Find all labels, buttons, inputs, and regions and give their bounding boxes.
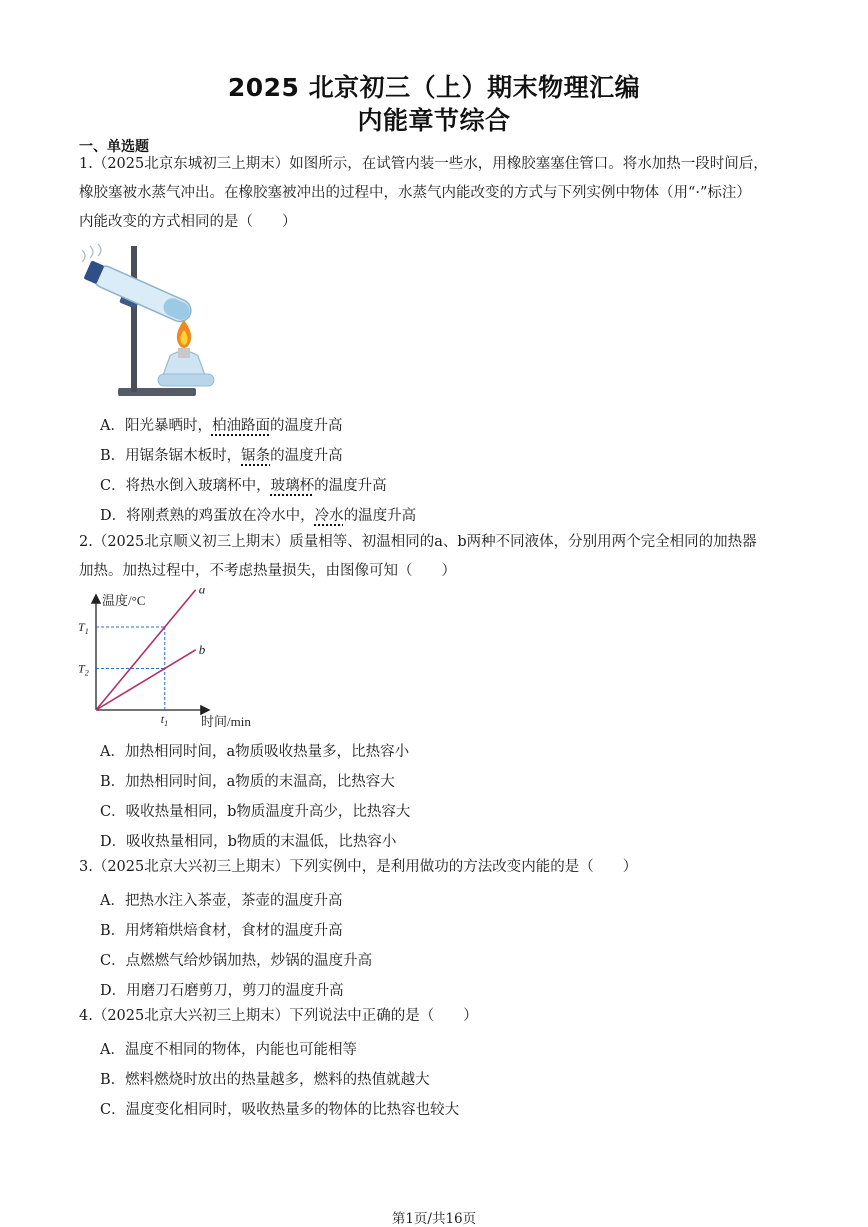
temperature-time-chart: [74, 588, 274, 732]
y-tick-label-T1: $T_1$: [78, 620, 89, 637]
question-2-option-a[interactable]: A．加热相同时间，a物质吸收热量多，比热容小: [100, 744, 410, 760]
question-1-option-c[interactable]: [100, 474, 387, 495]
question-2-option-b[interactable]: B．加热相同时间，a物质的末温高，比热容大: [100, 774, 395, 790]
question-1-option-a[interactable]: [100, 414, 342, 435]
option-d-suffix: 的温度升高: [343, 508, 417, 524]
x-tick-label-t1: $t_1$: [160, 712, 169, 728]
test-tube-heating-figure: [74, 240, 224, 408]
document-title: 2025 北京初三（上）期末物理汇编: [227, 73, 641, 102]
question-3-option-b[interactable]: B．用烤箱烘焙食材，食材的温度升高: [100, 923, 343, 939]
option-b-marked-object: 锯条: [241, 448, 271, 464]
option-c-prefix: C．将热水倒入玻璃杯中，: [100, 478, 271, 494]
document-subtitle: 内能章节综合: [357, 106, 511, 135]
question-1-option-d[interactable]: [100, 504, 416, 525]
question-3-option-d[interactable]: D．用磨刀石磨剪刀，剪刀的温度升高: [100, 983, 344, 999]
option-d-marked-object: 冷水: [314, 508, 344, 524]
option-b-prefix: B．用锯条锯木板时，: [100, 448, 242, 464]
option-c-marked-object: 玻璃杯: [270, 478, 315, 494]
question-1-line-2: 橡胶塞被水蒸气冲出。在橡胶塞被冲出的过程中，水蒸气内能改变的方式与下列实例中物体（用“·”标注）: [79, 185, 751, 201]
series-label-a: a: [198, 588, 206, 597]
question-3-option-a[interactable]: A．把热水注入茶壶，茶壶的温度升高: [100, 893, 343, 909]
option-b-suffix: 的温度升高: [270, 448, 343, 464]
question-2-line-2: 加热。加热过程中，不考虑热量损失，由图像可知（ ）: [79, 563, 456, 579]
question-3-option-c[interactable]: C．点燃燃气给炒锅加热，炒锅的温度升高: [100, 953, 373, 969]
question-2-line-1: 2.（2025北京顺义初三上期末）质量相等、初温相同的a、b两种不同液体，分别用两个完全相同的加热器: [79, 534, 757, 550]
question-2-option-c[interactable]: C．吸收热量相同，b物质温度升高少，比热容大: [100, 804, 411, 820]
option-c-suffix: 的温度升高: [314, 478, 387, 494]
option-a-prefix: A．阳光暴晒时，: [100, 418, 212, 434]
question-3: 3.（2025北京大兴初三上期末）下列实例中，是利用做功的方法改变内能的是（ ）: [79, 859, 638, 875]
page-number: 第1页/共16页: [391, 1211, 477, 1227]
option-a-marked-object: 柏油路面: [211, 418, 270, 434]
question-4-option-b[interactable]: B．燃料燃烧时放出的热量越多，燃料的热值就越大: [100, 1072, 430, 1088]
question-2-option-d[interactable]: D．吸收热量相同，b物质的末温低，比热容小: [100, 834, 397, 850]
option-a-suffix: 的温度升高: [269, 418, 343, 434]
question-1: [79, 150, 768, 237]
series-label-b: b: [198, 641, 206, 657]
x-axis-label: 时间/min: [201, 714, 251, 729]
y-tick-label-T2: $T_2$: [78, 661, 89, 678]
question-1-line-3: 内能改变的方式相同的是（ ）: [79, 214, 297, 230]
option-d-prefix: D．将刚煮熟的鸡蛋放在冷水中，: [100, 508, 315, 524]
question-1-option-b[interactable]: [100, 444, 343, 465]
question-2: [79, 528, 757, 586]
series-line-b: [96, 650, 196, 710]
question-4-option-a[interactable]: A．温度不相同的物体，内能也可能相等: [100, 1042, 357, 1058]
question-1-line-1: 1.（2025北京东城初三上期末）如图所示，在试管内装一些水，用橡胶塞塞住管口。将水加热一段时间后，: [79, 156, 768, 172]
y-axis-label: 温度/°C: [102, 593, 146, 608]
question-4-option-c[interactable]: C．温度变化相同时，吸收热量多的物体的比热容也较大: [100, 1102, 460, 1118]
section-heading-single-choice: 一、单选题: [79, 139, 149, 155]
question-4: 4.（2025北京大兴初三上期末）下列说法中正确的是（ ）: [79, 1008, 478, 1024]
